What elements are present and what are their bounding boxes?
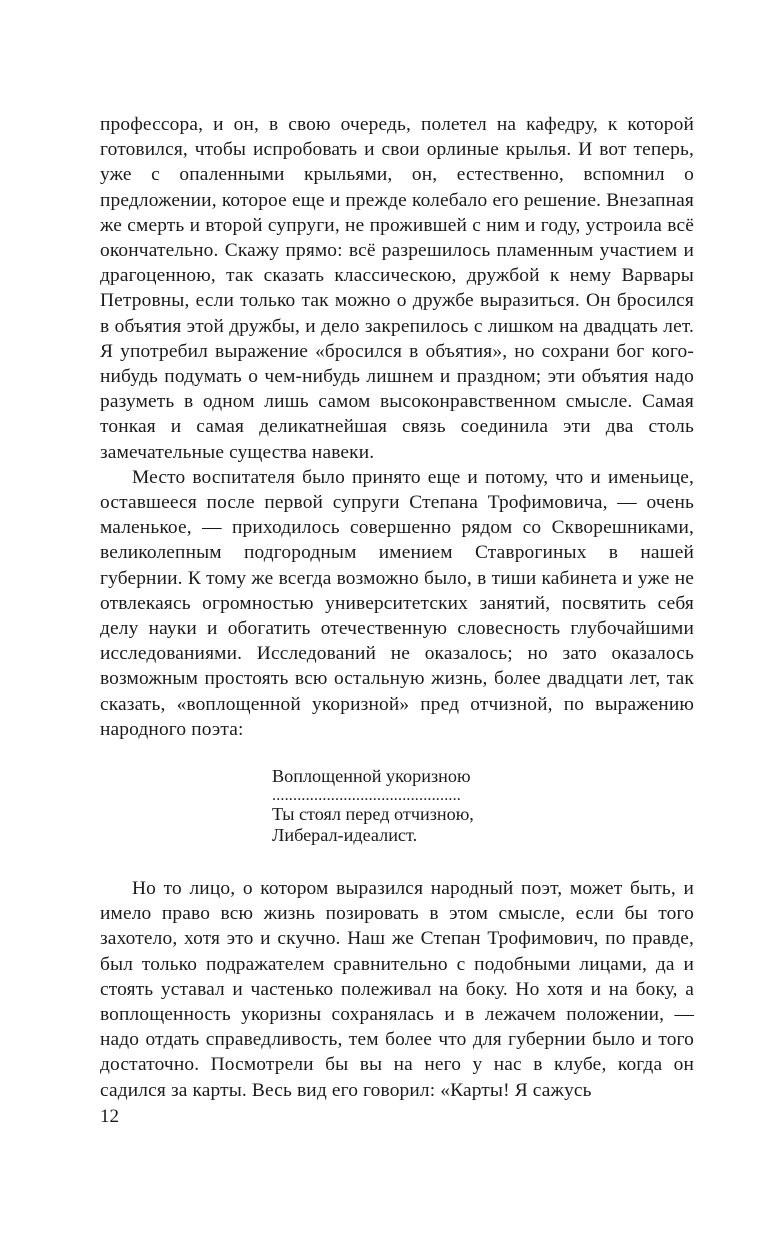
page-number: 12	[100, 1106, 119, 1127]
paragraph-continuation: профессора, и он, в свою очередь, полетел на кафедру, к которой готовился, чтобы испробовать и свои орлиные крылья. И вот теперь, уже с опаленными крыльями, он, естественно, вспомнил о предложении, которое еще и прежде колебало его решение. Внезапная же смерть и второй супруги, не прожившей с ним и году, устроила всё окончательно. Скажу прямо: всё разрешилось пламенным участием и драгоценною, так сказать классическою, дружбой к нему Варвары Петровны, если только так можно о дружбе выразиться. Он бросился в объятия этой дружбы, и дело закрепилось с лишком на двадцать лет. Я употребил выражение «бросился в объятия», но сохрани бог кого-нибудь подумать о чем-нибудь лишнем и праздном; эти объятия надо разуметь в одном лишь самом высоконравственном смысле. Самая тонкая и самая деликатнейшая связь соединила эти два столь замечательные существа навеки.	[100, 114, 694, 463]
verse-quote	[272, 766, 474, 846]
paragraph: Место воспитателя было принято еще и потому, что и именьице, оставшееся после первой супруги Степана Трофимовича, — очень маленькое, — приходилось совершенно рядом со Скворешниками, великолепным подгородным имением Ставрогиных в нашей губернии. К тому же всегда возможно было, в тиши кабинета и уже не отвлекаясь огромностью университетских занятий, посвятить себя делу науки и обогатить отечественную словесность глубочайшими исследованиями. Исследований не оказалось; но зато оказалось возможным простоять всю остальную жизнь, более двадцати лет, так сказать, «воплощенной укоризной» пред отчизной, по выражению народного поэта:	[100, 466, 694, 740]
verse-line: Воплощенной укоризною	[272, 766, 471, 786]
main-text-top	[100, 112, 694, 742]
verse-line: Либерал-идеалист.	[272, 825, 418, 845]
main-text-bottom	[100, 876, 694, 1103]
verse-line: Ты стоял перед отчизною,	[272, 804, 474, 824]
paragraph: Но то лицо, о котором выразился народный поэт, может быть, и имело право всю жизнь позировать в этом смысле, если бы того захотело, хотя это и скучно. Наш же Степан Трофимович, по правде, был только подражателем сравнительно с подобными лицами, да и стоять уставал и частенько полеживал на боку. Но хотя и на боку, а воплощенность укоризны сохранялась и в лежачем положении, — надо отдать справедливость, тем более что для губернии было и того достаточно. Посмотрели бы вы на него у нас в клубе, когда он садился за карты. Весь вид его говорил: «Карты! Я сажусь	[100, 878, 694, 1101]
verse-ellipsis-line: .............................................	[272, 787, 461, 804]
